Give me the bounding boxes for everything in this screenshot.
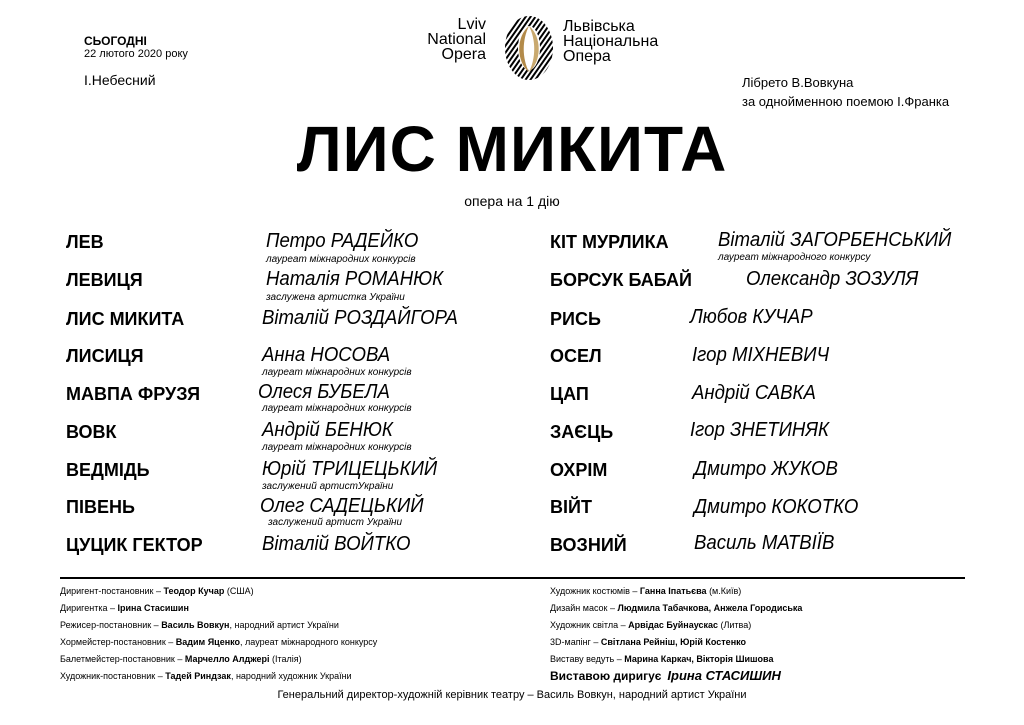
cast-role: РИСЬ <box>550 309 601 329</box>
general-director-line: Генеральний директор-художній керівник театру – Василь Вовкун, народний артист України <box>277 689 747 701</box>
opera-subtitle: опера на 1 дію <box>464 193 560 209</box>
performer-title-note: заслужений артистУкраїни <box>262 481 394 492</box>
logo-text-en: Lviv National Opera <box>427 16 486 63</box>
credit-line: 3D-мапінг – Світлана Рейніш, Юрій Костенко <box>550 637 747 647</box>
cast-performer: Андрій САВКА <box>692 382 816 404</box>
cast-role: БОРСУК БАБАЙ <box>550 270 692 290</box>
credit-line: Хормейстер-постановник – Вадим Яценко, лауреат міжнародного конкурсу <box>60 637 378 647</box>
cast-role: ПІВЕНЬ <box>66 497 135 517</box>
cast-role: ВЕДМІДЬ <box>66 460 150 480</box>
cast-performer: Анна НОСОВА <box>262 344 391 366</box>
performer-title-note: заслужений артист України <box>268 517 403 528</box>
cast-performer: Юрій ТРИЦЕЦЬКИЙ <box>262 458 438 480</box>
cast-performer: Дмитро КОКОТКО <box>694 496 859 518</box>
cast-role: ЦАП <box>550 384 589 404</box>
cast-performer: Віталій ЗАГОРБЕНСЬКИЙ <box>718 229 952 251</box>
credit-line: Художник костюмів – Ганна Іпатьєва (м.Київ) <box>550 586 742 596</box>
credit-line: Диригент-постановник – Теодор Кучар (США) <box>60 586 254 596</box>
cast-role: ОСЕЛ <box>550 346 602 366</box>
credit-line: Балетмейстер-постановник – Марчелло Алджері (Італія) <box>60 654 302 664</box>
cast-role: ВОЗНИЙ <box>550 535 627 555</box>
credit-line: Дизайн масок – Людмила Табачкова, Анжела Городиська <box>550 603 803 613</box>
credit-line: Художник світла – Арвідас Буйнаускас (Литва) <box>550 620 752 630</box>
credit-line: Виставу ведуть – Марина Каркач, Вікторія Шишова <box>550 654 774 664</box>
logo-text-ua: Львівська Національна Опера <box>563 18 659 65</box>
cast-role: ВІЙТ <box>550 497 592 517</box>
credit-line: Художник-постановник – Тадей Риндзак, народний художник України <box>60 671 352 681</box>
cast-role: ЛЕВ <box>66 232 104 252</box>
cast-performer: Наталія РОМАНЮК <box>266 268 444 290</box>
performer-title-note: заслужена артистка України <box>266 292 405 303</box>
opera-title: ЛИС МИКИТА <box>296 113 728 185</box>
cast-performer: Ігор ЗНЕТИНЯК <box>690 419 829 441</box>
credits-divider <box>60 577 965 579</box>
cast-performer: Віталій РОЗДАЙГОРА <box>262 307 458 329</box>
cast-performer: Петро РАДЕЙКО <box>266 230 419 252</box>
performer-title-note: лауреат міжнародних конкурсів <box>266 254 416 265</box>
cast-performer: Олеся БУБЕЛА <box>258 381 390 403</box>
cast-role: ЛИСИЦЯ <box>66 346 144 366</box>
performer-title-note: лауреат міжнародних конкурсів <box>262 403 412 414</box>
credit-line: Диригентка – Ірина Стасишин <box>60 603 189 613</box>
cast-role: ЗАЄЦЬ <box>550 422 614 442</box>
cast-role: МАВПА ФРУЗЯ <box>66 384 201 404</box>
cast-role: КІТ МУРЛИКА <box>550 232 669 252</box>
libretto-credit: Лібрето В.Вовкуна за однойменною поемою І.Франка <box>742 75 950 109</box>
performance-date: 22 лютого 2020 року <box>84 48 188 60</box>
logo-mark-icon <box>502 14 556 82</box>
performer-title-note: лауреат міжнародних конкурсів <box>262 442 412 453</box>
cast-role: ЛИС МИКИТА <box>66 309 185 329</box>
cast-performer: Ігор МІХНЕВИЧ <box>692 344 830 366</box>
cast-role: ОХРІМ <box>550 460 608 480</box>
cast-role: ВОВК <box>66 422 117 442</box>
opera-logo <box>410 14 680 84</box>
performer-title-note: лауреат міжнародного конкурсу <box>718 252 871 263</box>
cast-performer: Олександр ЗОЗУЛЯ <box>746 268 919 290</box>
featured-singer: І.Небесний <box>84 72 156 88</box>
cast-performer: Любов КУЧАР <box>690 306 813 328</box>
cast-role: ЦУЦИК ГЕКТОР <box>66 535 203 555</box>
cast-performer: Віталій ВОЙТКО <box>262 533 411 555</box>
performer-title-note: лауреат міжнародних конкурсів <box>262 367 412 378</box>
cast-performer: Олег САДЕЦЬКИЙ <box>260 495 424 517</box>
cast-performer: Дмитро ЖУКОВ <box>694 458 838 480</box>
cast-performer: Василь МАТВІЇВ <box>694 532 835 554</box>
conductor-today: Виставою диригує Ірина СТАСИШИН <box>550 668 781 683</box>
today-label: СЬОГОДНІ <box>84 34 147 48</box>
cast-role: ЛЕВИЦЯ <box>66 270 143 290</box>
credit-line: Режисер-постановник – Василь Вовкун, народний артист України <box>60 620 339 630</box>
cast-performer: Андрій БЕНЮК <box>262 419 393 441</box>
